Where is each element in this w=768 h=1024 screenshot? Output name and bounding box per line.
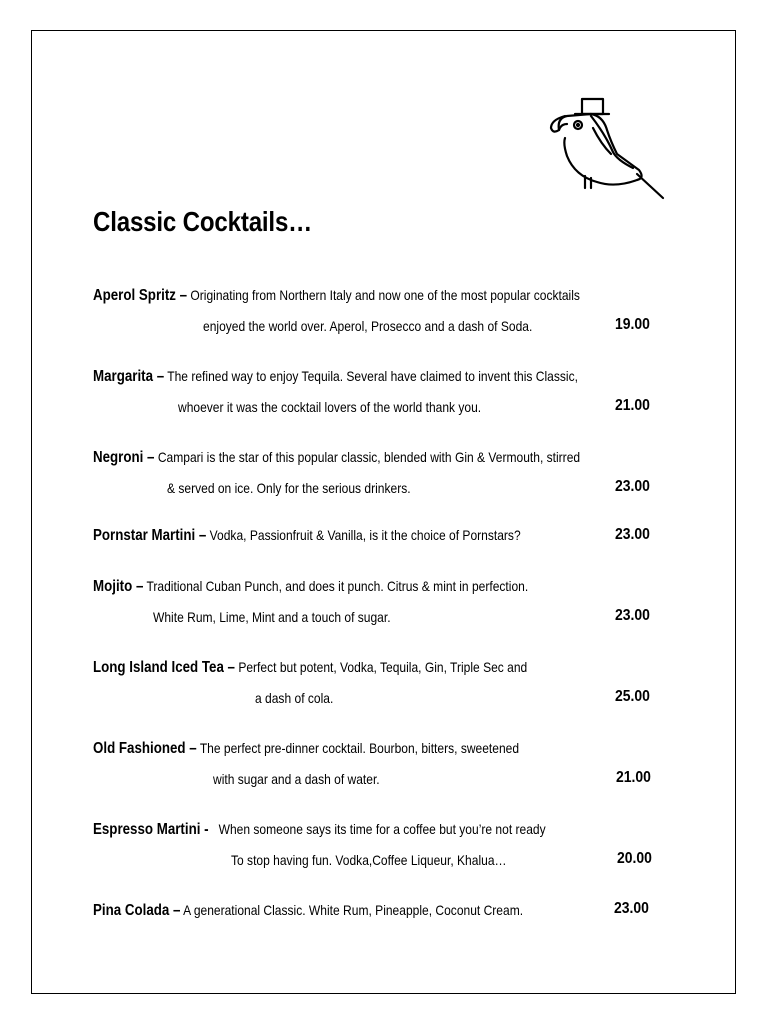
bird-logo-icon [545,94,669,202]
menu-item-price: 25.00 [615,688,650,705]
menu-title: Classic Cocktails… [93,206,313,237]
menu-item-negroni-line1 [93,449,580,467]
menu-item-name: Long Island Iced Tea – [93,659,235,676]
menu-item-mojito-line1 [93,578,528,596]
menu-item-name: Mojito – [93,578,144,595]
menu-item-price: 23.00 [615,526,650,543]
menu-item-name: Pina Colada – [93,902,181,919]
menu-item-name: Pornstar Martini – [93,527,207,544]
menu-item-aperol-spritz-line1 [93,287,580,305]
menu-item-price: 20.00 [617,850,652,867]
menu-item-name: Old Fashioned – [93,740,197,757]
menu-item-old-fashioned-line2: with sugar and a dash of water. [213,771,380,787]
menu-item-description: Originating from Northern Italy and now one of the most popular cocktails [187,287,580,303]
menu-item-price: 23.00 [615,478,650,495]
menu-item-price: 23.00 [614,900,649,917]
menu-item-description: The perfect pre-dinner cocktail. Bourbon, bitters, sweetened [196,740,520,756]
menu-item-description: Traditional Cuban Punch, and does it punch. Citrus & mint in perfection. [143,578,529,594]
menu-item-name: Negroni – [93,449,155,466]
menu-item-description: The refined way to enjoy Tequila. Several have claimed to invent this Classic, [164,368,578,384]
menu-item-espresso-martini-line2: To stop having fun. Vodka,Coffee Liqueur, Khalua… [231,852,507,868]
menu-item-name: Espresso Martini - [93,821,209,838]
menu-item-pornstar-martini-line1 [93,527,521,545]
menu-item-description: A generational Classic. White Rum, Pineapple, Coconut Cream. [180,902,524,918]
menu-item-name: Aperol Spritz – [93,287,188,304]
menu-item-name: Margarita – [93,368,165,385]
menu-item-price: 21.00 [615,397,650,414]
menu-item-mojito-line2: White Rum, Lime, Mint and a touch of sugar. [153,609,391,625]
menu-item-long-island-iced-tea-line2: a dash of cola. [255,690,334,706]
menu-item-description: Vodka, Passionfruit & Vanilla, is it the choice of Pornstars? [206,527,521,543]
menu-item-price: 23.00 [615,607,650,624]
menu-item-description: When someone says its time for a coffee but you’re not ready [208,821,546,837]
menu-item-margarita-line2: whoever it was the cocktail lovers of the world thank you. [178,399,482,415]
menu-item-description: Perfect but potent, Vodka, Tequila, Gin, Triple Sec and [234,659,528,675]
menu-item-price: 21.00 [616,769,651,786]
menu-item-espresso-martini-line1 [93,821,546,839]
menu-item-description: Campari is the star of this popular classic, blended with Gin & Vermouth, stirred [154,449,581,465]
menu-item-margarita-line1 [93,368,578,386]
menu-item-aperol-spritz-line2: enjoyed the world over. Aperol, Prosecco and a dash of Soda. [203,318,533,334]
menu-item-negroni-line2: & served on ice. Only for the serious drinkers. [167,480,411,496]
menu-item-long-island-iced-tea-line1 [93,659,527,677]
menu-item-price: 19.00 [615,316,650,333]
menu-item-pina-colada-line1 [93,902,523,920]
menu-item-old-fashioned-line1 [93,740,519,758]
